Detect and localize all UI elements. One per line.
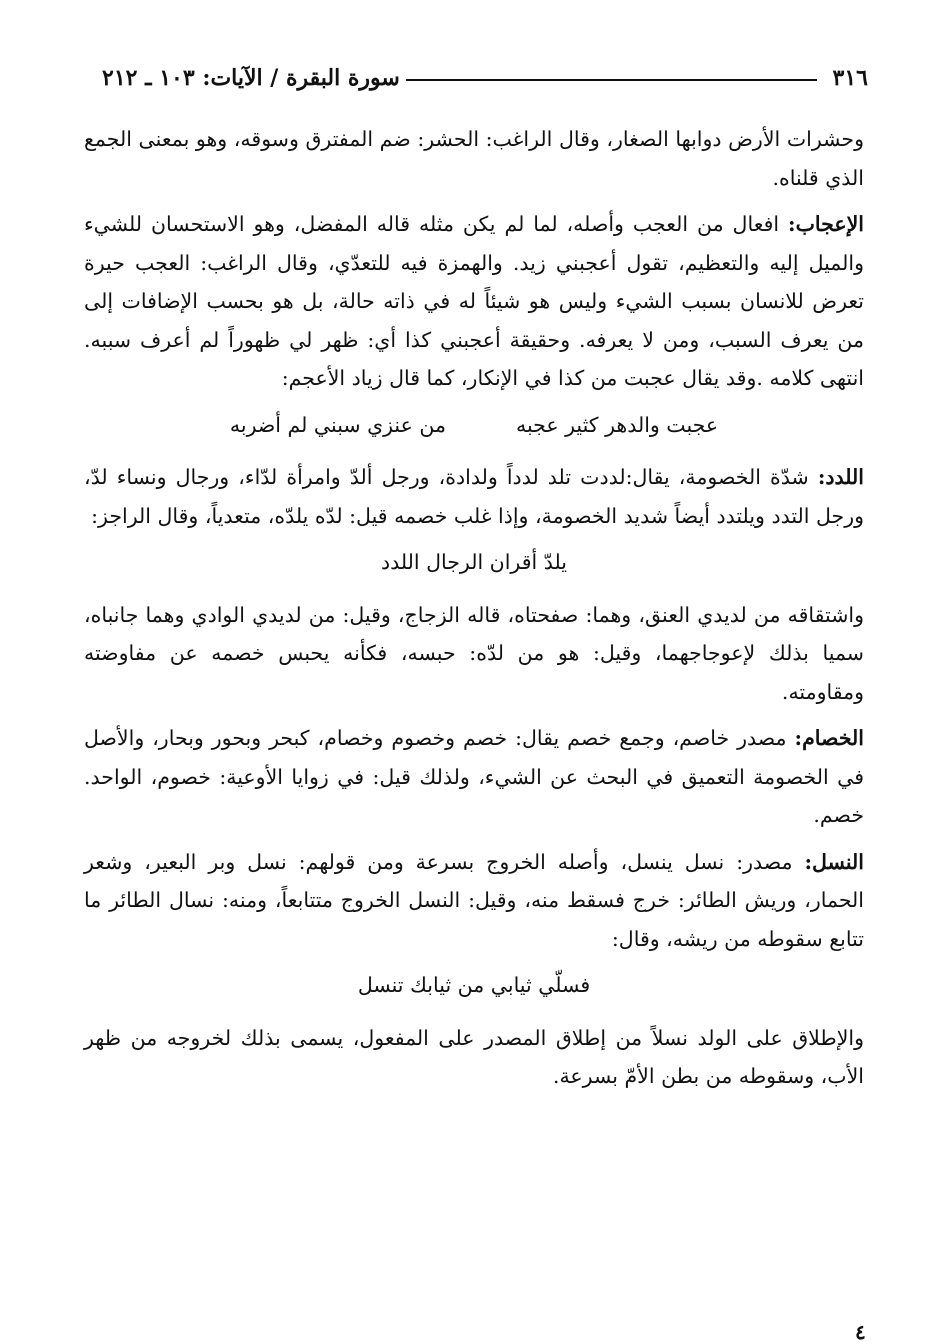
- term-ijab: الإعجاب:: [788, 212, 864, 236]
- verse-second-hemistich: من عنزي سبني لم أضربه: [229, 412, 446, 437]
- verse-first-hemistich: عجبت والدهر كثير عجبه: [515, 412, 719, 437]
- verse-ziyad: [84, 406, 864, 445]
- paragraph-ishtiqaq: واشتقاقه من لديدي العنق، وهما: صفحتاه، قاله الزجاج، وقيل: من لديدي الوادي وهما جانباه، سميا بذلك لإعوجاجهما، وقيل: هو من لدّه: حبسه، فكأنه يحبس خصمه عن مفاوضته ومقاومته.: [84, 602, 864, 704]
- term-ladad: اللدد:: [817, 465, 864, 489]
- verse-nasl: فسلّي ثيابي من ثيابك تنسل: [357, 973, 591, 997]
- khisam-text: مصدر خاصم، وجمع خصم يقال: خصم وخصوم وخصام، كبحر وبحور وبحار، والأصل في الخصومة التعميق في البحث عن الشيء، ولذلك قيل: في زوايا الأوعية: خصوم، الواحد. خصم.: [84, 726, 864, 827]
- paragraph-hashr: وحشرات الأرض دوابها الصغار، وقال الراغب: الحشر: ضم المفترق وسوقه، وهو بمعنى الجمع الذي قلناه.: [84, 127, 864, 190]
- paragraph-ladad: [84, 458, 864, 535]
- verse-rajiz: يلدّ أقران الرجال اللدد: [380, 550, 568, 574]
- nasl-text: مصدر: نسل ينسل، وأصله الخروج بسرعة ومن قولهم: نسل وبر البعير، وشعر الحمار، وريش الطائر: خرج فسقط منه، وقيل: النسل الخروج متتابعاً، ومنه: نسال الطائر ما تتابع سقوطه من ريشه، وقال:: [84, 849, 864, 951]
- header-rule: [406, 79, 817, 81]
- surah-ayat-title: سورة البقرة / الآيات: ١٠٣ ـ ٢١٢: [102, 65, 400, 91]
- paragraph-ijab: [84, 205, 864, 398]
- term-nasl: النسل:: [804, 849, 864, 874]
- term-khisam: الخصام:: [794, 726, 864, 750]
- paragraph-itlaq: والإطلاق على الولد نسلاً من إطلاق المصدر على المفعول، يسمى بذلك لخروجه من ظهر الأب، وسقوطه من بطن الأمّ بسرعة.: [84, 1025, 864, 1088]
- page-header: [92, 58, 868, 98]
- ijab-text: افعال من العجب وأصله، لما لم يكن مثله قاله المفضل، وهو الاستحسان للشيء والميل إليه والتعظيم، تقول أعجبني زيد. والهمزة فيه للتعدّي، وقال الراغب: العجب حيرة تعرض للانسان بسبب الشيء وليس هو شيئاً له في ذاته حالة، بل هو بحسب الإضافات إلى من يعرف السبب، ومن لا يعرفه. وحقيقة أعجبني كذا أي: ظهر لي ظهوراً لم أعرف سببه. انتهى كلامه .وقد يقال عجبت من كذا في الإنكار، كما قال زياد الأعجم:: [84, 212, 864, 390]
- page-number: ٣١٦: [832, 65, 868, 91]
- paragraph-khisam: [84, 719, 864, 835]
- page-body: [84, 120, 864, 1104]
- paragraph-nasl: [84, 843, 864, 959]
- footer-signature-mark: ٤: [855, 1320, 866, 1344]
- ladad-text: شدّة الخصومة، يقال:لددت تلد لدداً ولدادة، ورجل ألدّ وامرأة لدّاء، ورجال ونساء لدّ، ورجل التدد ويلتدد أيضاً شديد الخصومة، وإذا غلب خصمه قيل: لدّه يلدّه، متعدياً، وقال الراجز:: [84, 465, 864, 528]
